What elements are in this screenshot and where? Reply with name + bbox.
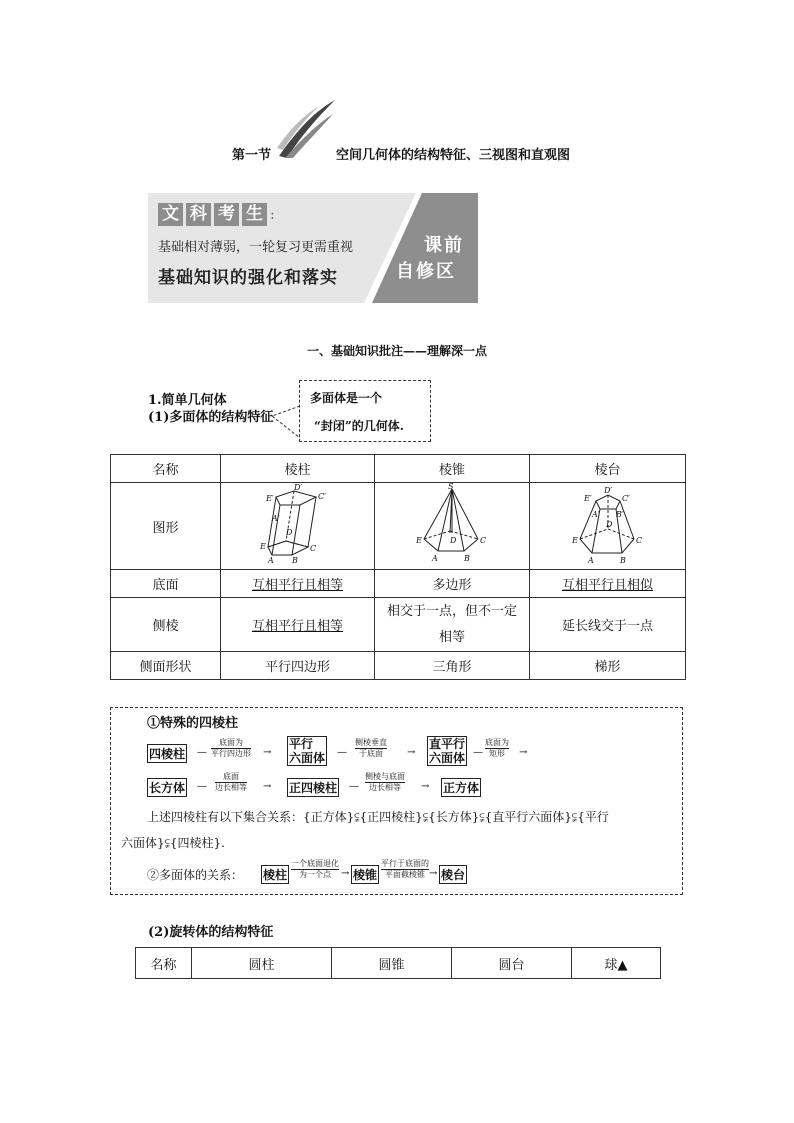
frustum-figure-cell bbox=[530, 483, 686, 570]
poly-relation-label: ②多面体的关系： bbox=[147, 868, 244, 882]
chain-node: 四棱柱 bbox=[147, 744, 187, 763]
banner-right-line2: 自修区 bbox=[396, 261, 456, 282]
table-cell: 平行四边形 bbox=[221, 652, 375, 680]
prism-figure-cell bbox=[221, 483, 375, 570]
badge-char: 生 bbox=[242, 203, 267, 226]
table-cell: 梯形 bbox=[530, 652, 686, 680]
table-row bbox=[111, 652, 686, 680]
arrow-dash: → bbox=[407, 747, 416, 758]
vertex-label: C bbox=[635, 536, 642, 545]
table-cell: 多边形 bbox=[375, 570, 530, 598]
special-prism-box bbox=[110, 707, 683, 895]
chain-condition: 侧棱垂直 于底面 bbox=[355, 738, 387, 758]
banner-right-line1: 课前 bbox=[424, 235, 464, 256]
vertex-label: B bbox=[291, 556, 298, 565]
pyramid-figure bbox=[402, 483, 502, 565]
prism-figure bbox=[248, 483, 348, 565]
badge-colon: : bbox=[270, 207, 275, 223]
polyhedra-table bbox=[110, 454, 686, 680]
arrow-dash: → bbox=[429, 868, 438, 879]
vertex-label: A bbox=[432, 554, 438, 563]
chain-node: 平行 六面体 bbox=[289, 737, 326, 765]
arrow-dash: → bbox=[263, 781, 272, 792]
table-cell: 相交于一点，但不一定相等 bbox=[375, 598, 530, 652]
vertex-label: A bbox=[587, 556, 594, 565]
arrow-dash: → bbox=[421, 781, 430, 792]
frustum-figure bbox=[558, 483, 658, 565]
table-row bbox=[111, 483, 686, 570]
vertex-label: C bbox=[480, 536, 487, 545]
callout-note bbox=[299, 380, 431, 442]
chain-node: 正方体 bbox=[441, 778, 481, 797]
vertex-label: C′ bbox=[317, 492, 326, 501]
vertex-label: D bbox=[285, 528, 292, 537]
arrow-dash: — bbox=[197, 781, 207, 792]
table-cell: 延长线交于一点 bbox=[530, 598, 686, 652]
table-header: 名称 bbox=[111, 455, 221, 483]
pyramid-figure-cell bbox=[375, 483, 530, 570]
table-header: 棱台 bbox=[530, 455, 686, 483]
study-banner bbox=[148, 193, 478, 303]
chain-condition: 底面 边长相等 bbox=[215, 772, 247, 792]
vertex-label: C′ bbox=[621, 494, 630, 503]
arrow-dash: — bbox=[473, 747, 483, 758]
arrow-dash: — bbox=[349, 781, 359, 792]
chain-node: 长方体 bbox=[147, 778, 187, 797]
table-row bbox=[111, 570, 686, 598]
vertex-label: S bbox=[448, 483, 454, 491]
vertex-label: D′ bbox=[603, 486, 612, 495]
vertex-label: A′ bbox=[591, 510, 600, 519]
chain-node: 棱柱 bbox=[261, 865, 289, 884]
table-cell: 互相平行且相等 bbox=[221, 570, 375, 598]
vertex-label: E′ bbox=[583, 494, 592, 503]
rotation-body-table bbox=[135, 947, 661, 979]
special-title: ①特殊的四棱柱 bbox=[147, 716, 239, 731]
banner-subtitle: 基础相对薄弱，一轮复习更需重视 bbox=[158, 240, 354, 255]
row-label: 图形 bbox=[111, 483, 221, 570]
note-line2: “封闭”的几何体. bbox=[314, 419, 404, 433]
vertex-label: A′ bbox=[271, 514, 280, 523]
chain-node: 棱台 bbox=[439, 865, 467, 884]
vertex-label: E′ bbox=[265, 494, 274, 503]
vertex-label: E bbox=[571, 536, 578, 545]
vertex-label: E bbox=[416, 536, 422, 545]
table-cell: 三角形 bbox=[375, 652, 530, 680]
table-header: 圆台 bbox=[452, 948, 572, 979]
vertex-label: D′ bbox=[293, 483, 302, 492]
relation-line2: 六面体}⫋{四棱柱}. bbox=[121, 836, 225, 850]
section-label: 第一节 bbox=[232, 148, 272, 163]
table-header-row bbox=[111, 455, 686, 483]
row-label: 底面 bbox=[111, 570, 221, 598]
arrow-dash: → bbox=[341, 868, 350, 879]
arrow-dash: — bbox=[197, 747, 207, 758]
badge-char: 文 bbox=[158, 203, 183, 226]
relation-line1: 上述四棱柱有以下集合关系：{正方体}⫋{正四棱柱}⫋{长方体}⫋{直平行六面体}⫋{平行 bbox=[147, 810, 609, 824]
arrow-dash: — bbox=[337, 747, 347, 758]
chain-condition: 底面为 平行四边形 bbox=[211, 738, 251, 758]
table-header: 圆柱 bbox=[192, 948, 332, 979]
vertex-label: D bbox=[450, 536, 457, 545]
table-header: 棱锥 bbox=[375, 455, 530, 483]
chain-condition: 侧棱与底面 边长相等 bbox=[365, 772, 405, 792]
table-header-row bbox=[136, 948, 661, 979]
chain-condition: 一个底面退化 为一个点 bbox=[291, 859, 339, 879]
note-pointer bbox=[270, 404, 302, 444]
arrow-dash: → bbox=[263, 747, 272, 758]
table-row bbox=[111, 598, 686, 652]
badge-char: 科 bbox=[186, 203, 211, 226]
vertex-label: B′ bbox=[615, 510, 624, 519]
part1-heading: 1.简单几何体 bbox=[148, 393, 227, 408]
vertex-label: B bbox=[619, 556, 626, 565]
badge-char: 考 bbox=[214, 203, 239, 226]
chain-node: 棱锥 bbox=[351, 865, 379, 884]
vertex-label: B bbox=[464, 554, 470, 563]
table-cell: 互相平行且相等 bbox=[221, 598, 375, 652]
table-header: 名称 bbox=[136, 948, 192, 979]
section-title: 空间几何体的结构特征、三视图和直观图 bbox=[336, 148, 571, 163]
part2-heading: (2)旋转体的结构特征 bbox=[148, 925, 274, 940]
table-header: 圆锥 bbox=[332, 948, 452, 979]
section-heading: 一、基础知识批注——理解深一点 bbox=[306, 344, 487, 358]
row-label: 侧棱 bbox=[111, 598, 221, 652]
vertex-label: D bbox=[605, 520, 612, 529]
chain-node: 正四棱柱 bbox=[287, 778, 339, 797]
page-title bbox=[232, 144, 570, 163]
vertex-label: C bbox=[309, 544, 316, 553]
chain-condition: 底面为 矩形 bbox=[485, 738, 509, 758]
part1-subheading: (1)多面体的结构特征 bbox=[148, 410, 274, 425]
banner-main-text: 基础知识的强化和落实 bbox=[158, 268, 338, 288]
vertex-label: E bbox=[259, 542, 266, 551]
note-line1: 多面体是一个 bbox=[310, 391, 383, 405]
chain-node: 直平行 六面体 bbox=[429, 737, 466, 765]
chain-condition: 平行于底面的 平面截棱锥 bbox=[381, 859, 429, 879]
vertex-label: A bbox=[267, 556, 274, 565]
arrow-dash: → bbox=[519, 747, 528, 758]
table-header: 球▲ bbox=[572, 948, 661, 979]
table-cell: 互相平行且相似 bbox=[530, 570, 686, 598]
table-header: 棱柱 bbox=[221, 455, 375, 483]
row-label: 侧面形状 bbox=[111, 652, 221, 680]
